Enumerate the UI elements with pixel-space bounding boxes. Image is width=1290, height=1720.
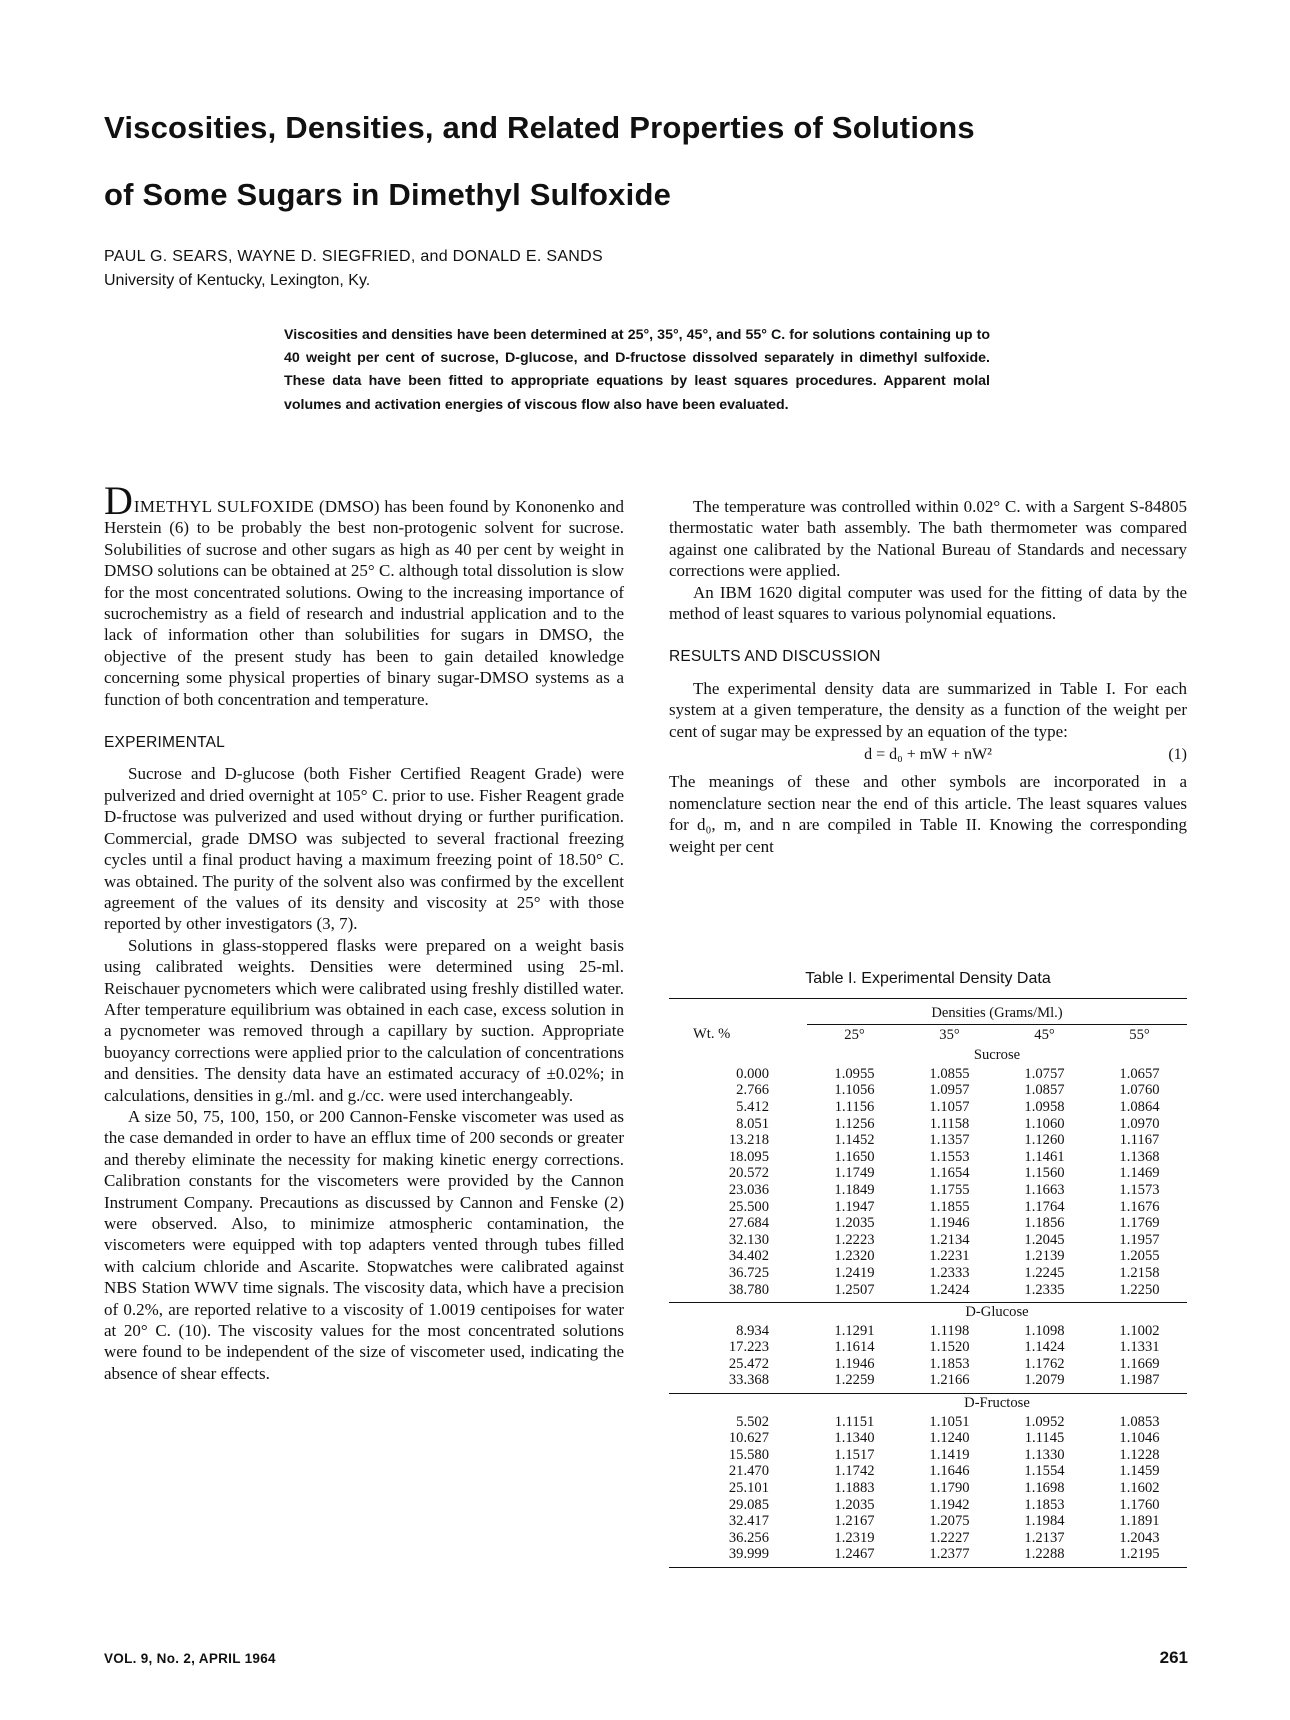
table-cell-density: 1.1459 [1119, 1463, 1160, 1480]
table-cell-density: 1.1553 [929, 1148, 970, 1165]
table-cell-density: 1.2377 [929, 1546, 970, 1563]
table-cell-density: 1.2035 [834, 1215, 875, 1232]
results-paragraph-2: The meanings of these and other symbols are incorporated in a nomenclature section near the end of this article. The least squares values for d₀, m, and n are compiled in Table II. Knowing the corresponding weight per cent [669, 772, 1187, 856]
table-cell-density: 1.1057 [929, 1098, 970, 1115]
table-cell-density: 1.2195 [1119, 1546, 1160, 1563]
table-cell-density: 1.1098 [1024, 1322, 1065, 1339]
table-row [669, 1447, 1187, 1464]
article-title [104, 94, 1204, 228]
table-row [669, 1165, 1187, 1182]
table-cell-density: 1.1749 [834, 1165, 875, 1182]
table-cell-density: 1.2139 [1024, 1248, 1065, 1265]
table-cell-density: 1.2259 [834, 1372, 875, 1389]
results-paragraph-1: The experimental density data are summarized in Table I. For each system at a given temperature, the density as a function of the weight per cent of sugar may be expressed by an equation of the type: [669, 678, 1187, 741]
table-cell-weight: 5.412 [736, 1098, 769, 1115]
table-cell-density: 1.1198 [929, 1322, 970, 1339]
table-row [669, 1414, 1187, 1431]
table-cell-density: 1.2424 [929, 1281, 970, 1298]
table-cell-density: 1.1158 [929, 1115, 970, 1132]
table-cell-weight: 33.368 [728, 1372, 769, 1389]
table-group-label: Sucrose [973, 1047, 1021, 1064]
table-caption: Table I. Experimental Density Data [805, 970, 1051, 987]
table-cell-density: 1.1957 [1119, 1231, 1160, 1248]
density-table [669, 999, 1187, 1567]
table-cell-density: 1.1291 [834, 1322, 875, 1339]
table-cell-density: 1.1002 [1119, 1322, 1160, 1339]
column-header-35: 35° [902, 1024, 997, 1046]
table-cell-density: 1.1424 [1024, 1339, 1065, 1356]
table-cell-density: 1.2035 [834, 1496, 875, 1513]
table-cell-density: 1.0657 [1119, 1065, 1160, 1082]
equation-text: d = d₀ + mW + nW² [864, 746, 992, 764]
table-cell-density: 1.1046 [1119, 1430, 1160, 1447]
table-row [669, 1339, 1187, 1356]
table-cell-density: 1.1357 [929, 1132, 970, 1149]
table-row [669, 1356, 1187, 1373]
table-row [669, 1099, 1187, 1116]
table-cell-density: 1.1520 [929, 1339, 970, 1356]
table-cell-density: 1.2137 [1024, 1529, 1065, 1546]
table-row [669, 1430, 1187, 1447]
table-group-row [669, 1303, 1187, 1323]
table-cell-weight: 0.000 [736, 1065, 769, 1082]
table-cell-density: 1.1060 [1024, 1115, 1065, 1132]
table-cell-weight: 17.223 [728, 1339, 769, 1356]
table-row [669, 1497, 1187, 1514]
table-cell-density: 1.0864 [1119, 1098, 1160, 1115]
table-cell-density: 1.1755 [929, 1181, 970, 1198]
table-cell-density: 1.0958 [1024, 1098, 1065, 1115]
table-cell-density: 1.1853 [929, 1355, 970, 1372]
table-cell-density: 1.1762 [1024, 1355, 1065, 1372]
table-cell-density: 1.0957 [929, 1082, 970, 1099]
table-cell-density: 1.1452 [834, 1132, 875, 1149]
table-cell-density: 1.1669 [1119, 1355, 1160, 1372]
equation-1 [669, 744, 1187, 765]
table-cell-density: 1.1240 [929, 1430, 970, 1447]
density-table-block [669, 970, 1187, 1568]
table-cell-density: 1.2158 [1119, 1264, 1160, 1281]
table-row [669, 1182, 1187, 1199]
page-number: 261 [1159, 1648, 1188, 1667]
table-cell-density: 1.1676 [1119, 1198, 1160, 1215]
table-cell-density: 1.2134 [929, 1231, 970, 1248]
table-row [669, 1282, 1187, 1303]
table-cell-weight: 38.780 [728, 1281, 769, 1298]
column-header-wt: Wt. % [693, 1026, 731, 1043]
table-cell-density: 1.1151 [834, 1413, 875, 1430]
table-cell-weight: 27.684 [728, 1215, 769, 1232]
table-cell-weight: 29.085 [728, 1496, 769, 1513]
table-cell-density: 1.1849 [834, 1181, 875, 1198]
table-cell-density: 1.1051 [929, 1413, 970, 1430]
table-cell-density: 1.1853 [1024, 1496, 1065, 1513]
table-cell-density: 1.1340 [834, 1430, 875, 1447]
table-cell-density: 1.1614 [834, 1339, 875, 1356]
table-cell-weight: 34.402 [728, 1248, 769, 1265]
table-cell-weight: 23.036 [728, 1181, 769, 1198]
experimental-paragraph-4: The temperature was controlled within 0.02° C. with a Sargent S-84805 thermostatic water bath assembly. The bath thermometer was compared against one calibrated by the National Bureau of Standards and necessary corrections were applied. [669, 497, 1187, 581]
table-cell-density: 1.2319 [834, 1529, 875, 1546]
table-cell-density: 1.2333 [929, 1264, 970, 1281]
table-cell-weight: 15.580 [728, 1446, 769, 1463]
intro-lead-caps: IMETHYL SULFOXIDE [133, 497, 315, 516]
table-row [669, 1463, 1187, 1480]
table-cell-density: 1.2231 [929, 1248, 970, 1265]
table-cell-density: 1.1469 [1119, 1165, 1160, 1182]
table-row [669, 1232, 1187, 1249]
table-cell-density: 1.2079 [1024, 1372, 1065, 1389]
table-cell-density: 1.1654 [929, 1165, 970, 1182]
table-cell-density: 1.1856 [1024, 1215, 1065, 1232]
table-group-row [669, 1046, 1187, 1066]
table-row [669, 1265, 1187, 1282]
intro-text: (DMSO) has been found by Kononenko and Herstein (6) to be probably the best non-protogenic solvent for sucrose. Solubilities of sucrose and other sugars as high as 40 per cent by weight in DMSO solutions can be obtained at 25° C. although total dissolution is slow for the most concentrated solutions. Owing to the increasing importance of sucrochemistry as a field of research and industrial application and to the lack of information other than solubilities for sugars in DMSO, the objective of the present study has been to gain detailed knowledge concerning some physical properties of binary sugar-DMSO systems as a function of both concentration and temperature. [104, 497, 624, 709]
table-cell-density: 1.2419 [834, 1264, 875, 1281]
author-list: PAUL G. SEARS, WAYNE D. SIEGFRIED, and DONALD E. SANDS [104, 248, 603, 265]
table-bottom-rule [669, 1567, 1187, 1568]
table-cell-density: 1.2250 [1119, 1281, 1160, 1298]
table-row [669, 1480, 1187, 1497]
table-cell-density: 1.2223 [834, 1231, 875, 1248]
table-column-header-row [669, 1024, 1187, 1046]
table-group-label: D-Fructose [964, 1395, 1030, 1412]
table-cell-density: 1.1650 [834, 1148, 875, 1165]
table-cell-density: 1.1942 [929, 1496, 970, 1513]
table-cell-density: 1.2227 [929, 1529, 970, 1546]
table-cell-density: 1.1760 [1119, 1496, 1160, 1513]
experimental-paragraph-3: A size 50, 75, 100, 150, or 200 Cannon-Fenske viscometer was used as the case demanded in order to have an efflux time of 200 seconds or greater and thereby eliminate the necessity for making kinetic energy corrections. Calibration constants for the viscometers were provided by the Cannon Instrument Company. Precautions as discussed by Cannon and Fenske (2) were observed. Also, to minimize atmospheric contamination, the viscometers were equipped with top adapters vented through tubes filled with calcium chloride and Ascarite. Stopwatches were calibrated against NBS Station WWV time signals. The viscosity data, which have a precision of 0.2%, are reported relative to a viscosity of 1.0019 centipoises for water at 20° C. (10). The viscosity values for the most concentrated solutions were found to be independent of the size of viscometer used, indicating the absence of shear effects. [104, 1106, 624, 1383]
table-cell-density: 1.1167 [1119, 1132, 1160, 1149]
table-cell-weight: 36.256 [728, 1529, 769, 1546]
author-affiliation: University of Kentucky, Lexington, Ky. [104, 272, 371, 289]
table-cell-weight: 2.766 [736, 1082, 769, 1099]
table-cell-density: 1.0855 [929, 1065, 970, 1082]
table-cell-weight: 39.999 [728, 1546, 769, 1563]
table-cell-density: 1.2288 [1024, 1546, 1065, 1563]
table-cell-density: 1.2043 [1119, 1529, 1160, 1546]
table-row [669, 1323, 1187, 1340]
table-row [669, 1546, 1187, 1567]
table-cell-density: 1.1419 [929, 1446, 970, 1463]
experimental-paragraph-2: Solutions in glass-stoppered flasks were prepared on a weight basis using calibrated weights. Densities were determined using 25-ml. Reischauer pycnometers which were calibrated using freshly distilled water. After temperature equilibrium was obtained in each case, excess solution in a pycnometer was removed through a capillary by suction. Appropriate buoyancy corrections were applied prior to the calculation of concentrations and densities. The density data have an estimated accuracy of ±0.02%; in calculations, densities in g./ml. and g./cc. were used interchangeably. [104, 935, 624, 1105]
table-cell-density: 1.0952 [1024, 1413, 1065, 1430]
table-cell-weight: 21.470 [728, 1463, 769, 1480]
table-cell-density: 1.2045 [1024, 1231, 1065, 1248]
table-cell-density: 1.2166 [929, 1372, 970, 1389]
table-cell-density: 1.1156 [834, 1098, 875, 1115]
table-body [669, 1046, 1187, 1567]
table-cell-weight: 13.218 [728, 1132, 769, 1149]
table-cell-density: 1.0760 [1119, 1082, 1160, 1099]
column-header-25: 25° [807, 1024, 902, 1046]
table-row [669, 1116, 1187, 1133]
abstract: Viscosities and densities have been determined at 25°, 35°, 45°, and 55° C. for solutions containing up to 40 weight per cent of sucrose, D-glucose, and D-fructose dissolved separately in dimethyl sulfoxide. These data have been fitted to appropriate equations by least squares procedures. Apparent molal volumes and activation energies of viscous flow also have been evaluated. [284, 327, 990, 413]
table-row [669, 1082, 1187, 1099]
left-column [104, 478, 624, 1384]
table-span-header-row [669, 999, 1187, 1024]
table-cell-weight: 10.627 [728, 1430, 769, 1447]
table-cell-weight: 5.502 [736, 1413, 769, 1430]
table-cell-density: 1.1145 [1024, 1430, 1065, 1447]
table-cell-density: 1.0853 [1119, 1413, 1160, 1430]
table-cell-density: 1.1790 [929, 1480, 970, 1497]
table-cell-weight: 25.472 [728, 1355, 769, 1372]
table-cell-weight: 8.051 [736, 1115, 769, 1132]
table-cell-density: 1.1663 [1024, 1181, 1065, 1198]
table-cell-density: 1.1883 [834, 1480, 875, 1497]
table-cell-density: 1.2467 [834, 1546, 875, 1563]
table-cell-density: 1.2507 [834, 1281, 875, 1298]
table-row [669, 1372, 1187, 1393]
intro-paragraph [104, 478, 624, 710]
table-row [669, 1066, 1187, 1083]
table-cell-density: 1.1228 [1119, 1446, 1160, 1463]
table-cell-density: 1.1947 [834, 1198, 875, 1215]
experimental-paragraph-1: Sucrose and D-glucose (both Fisher Certified Reagent Grade) were pulverized and dried overnight at 105° C. prior to use. Fisher Reagent grade D-fructose was pulverized and used without drying or further purification. Commercial, grade DMSO was subjected to several fractional freezing cycles until a final product having a maximum freezing point of 18.50° C. was obtained. The purity of the solvent also was confirmed by the excellent agreement of the values of its density and viscosity at 25° with those reported by other investigators (3, 7). [104, 764, 624, 934]
table-cell-density: 1.1764 [1024, 1198, 1065, 1215]
table-row [669, 1132, 1187, 1149]
experimental-paragraph-5: An IBM 1620 digital computer was used for the fitting of data by the method of least squares to various polynomial equations. [669, 582, 1187, 624]
table-cell-density: 1.0955 [834, 1065, 875, 1082]
table-cell-density: 1.0757 [1024, 1065, 1065, 1082]
table-cell-density: 1.1946 [929, 1215, 970, 1232]
table-cell-density: 1.1742 [834, 1463, 875, 1480]
table-row [669, 1215, 1187, 1232]
table-cell-weight: 32.417 [728, 1513, 769, 1530]
table-row [669, 1248, 1187, 1265]
table-cell-density: 1.1056 [834, 1082, 875, 1099]
column-header-55: 55° [1092, 1024, 1187, 1046]
table-cell-density: 1.1946 [834, 1355, 875, 1372]
right-column [669, 496, 1187, 857]
table-cell-density: 1.1891 [1119, 1513, 1160, 1530]
table-cell-density: 1.1330 [1024, 1446, 1065, 1463]
table-cell-density: 1.0857 [1024, 1082, 1065, 1099]
journal-footer: VOL. 9, No. 2, APRIL 1964 [104, 1651, 276, 1666]
table-cell-density: 1.1260 [1024, 1132, 1065, 1149]
table-cell-weight: 8.934 [736, 1322, 769, 1339]
table-cell-weight: 20.572 [728, 1165, 769, 1182]
table-cell-density: 1.2055 [1119, 1248, 1160, 1265]
table-cell-weight: 25.101 [728, 1480, 769, 1497]
title-line-1: Viscosities, Densities, and Related Properties of Solutions [104, 110, 975, 145]
table-cell-density: 1.1855 [929, 1198, 970, 1215]
table-group-label: D-Glucose [965, 1304, 1029, 1321]
table-cell-density: 1.1698 [1024, 1480, 1065, 1497]
title-line-2: of Some Sugars in Dimethyl Sulfoxide [104, 177, 672, 212]
table-row [669, 1149, 1187, 1166]
table-cell-density: 1.2320 [834, 1248, 875, 1265]
table-cell-density: 1.1554 [1024, 1463, 1065, 1480]
table-cell-density: 1.1331 [1119, 1339, 1160, 1356]
table-row [669, 1199, 1187, 1216]
table-cell-weight: 18.095 [728, 1148, 769, 1165]
drop-cap: D [104, 478, 133, 523]
table-cell-density: 1.2075 [929, 1513, 970, 1530]
table-cell-density: 1.1517 [834, 1446, 875, 1463]
table-cell-density: 1.1256 [834, 1115, 875, 1132]
table-cell-density: 1.1646 [929, 1463, 970, 1480]
table-cell-density: 1.1461 [1024, 1148, 1065, 1165]
section-heading-results: RESULTS AND DISCUSSION [669, 648, 881, 666]
table-cell-density: 1.2335 [1024, 1281, 1065, 1298]
table-cell-density: 1.1368 [1119, 1148, 1160, 1165]
table-cell-weight: 32.130 [728, 1231, 769, 1248]
column-header-45: 45° [997, 1024, 1092, 1046]
section-heading-experimental: EXPERIMENTAL [104, 734, 225, 752]
table-cell-density: 1.1560 [1024, 1165, 1065, 1182]
table-cell-density: 1.1987 [1119, 1372, 1160, 1389]
table-cell-density: 1.2245 [1024, 1264, 1065, 1281]
table-cell-density: 1.0970 [1119, 1115, 1160, 1132]
equation-number: (1) [1168, 746, 1187, 764]
table-cell-density: 1.1769 [1119, 1215, 1160, 1232]
table-row [669, 1513, 1187, 1530]
table-cell-density: 1.1573 [1119, 1181, 1160, 1198]
table-cell-density: 1.1602 [1119, 1480, 1160, 1497]
table-cell-density: 1.1984 [1024, 1513, 1065, 1530]
table-cell-weight: 36.725 [728, 1264, 769, 1281]
table-row [669, 1530, 1187, 1547]
table-cell-density: 1.2167 [834, 1513, 875, 1530]
table-group-row [669, 1394, 1187, 1414]
table-span-header: Densities (Grams/Ml.) [931, 1005, 1063, 1021]
table-cell-weight: 25.500 [728, 1198, 769, 1215]
